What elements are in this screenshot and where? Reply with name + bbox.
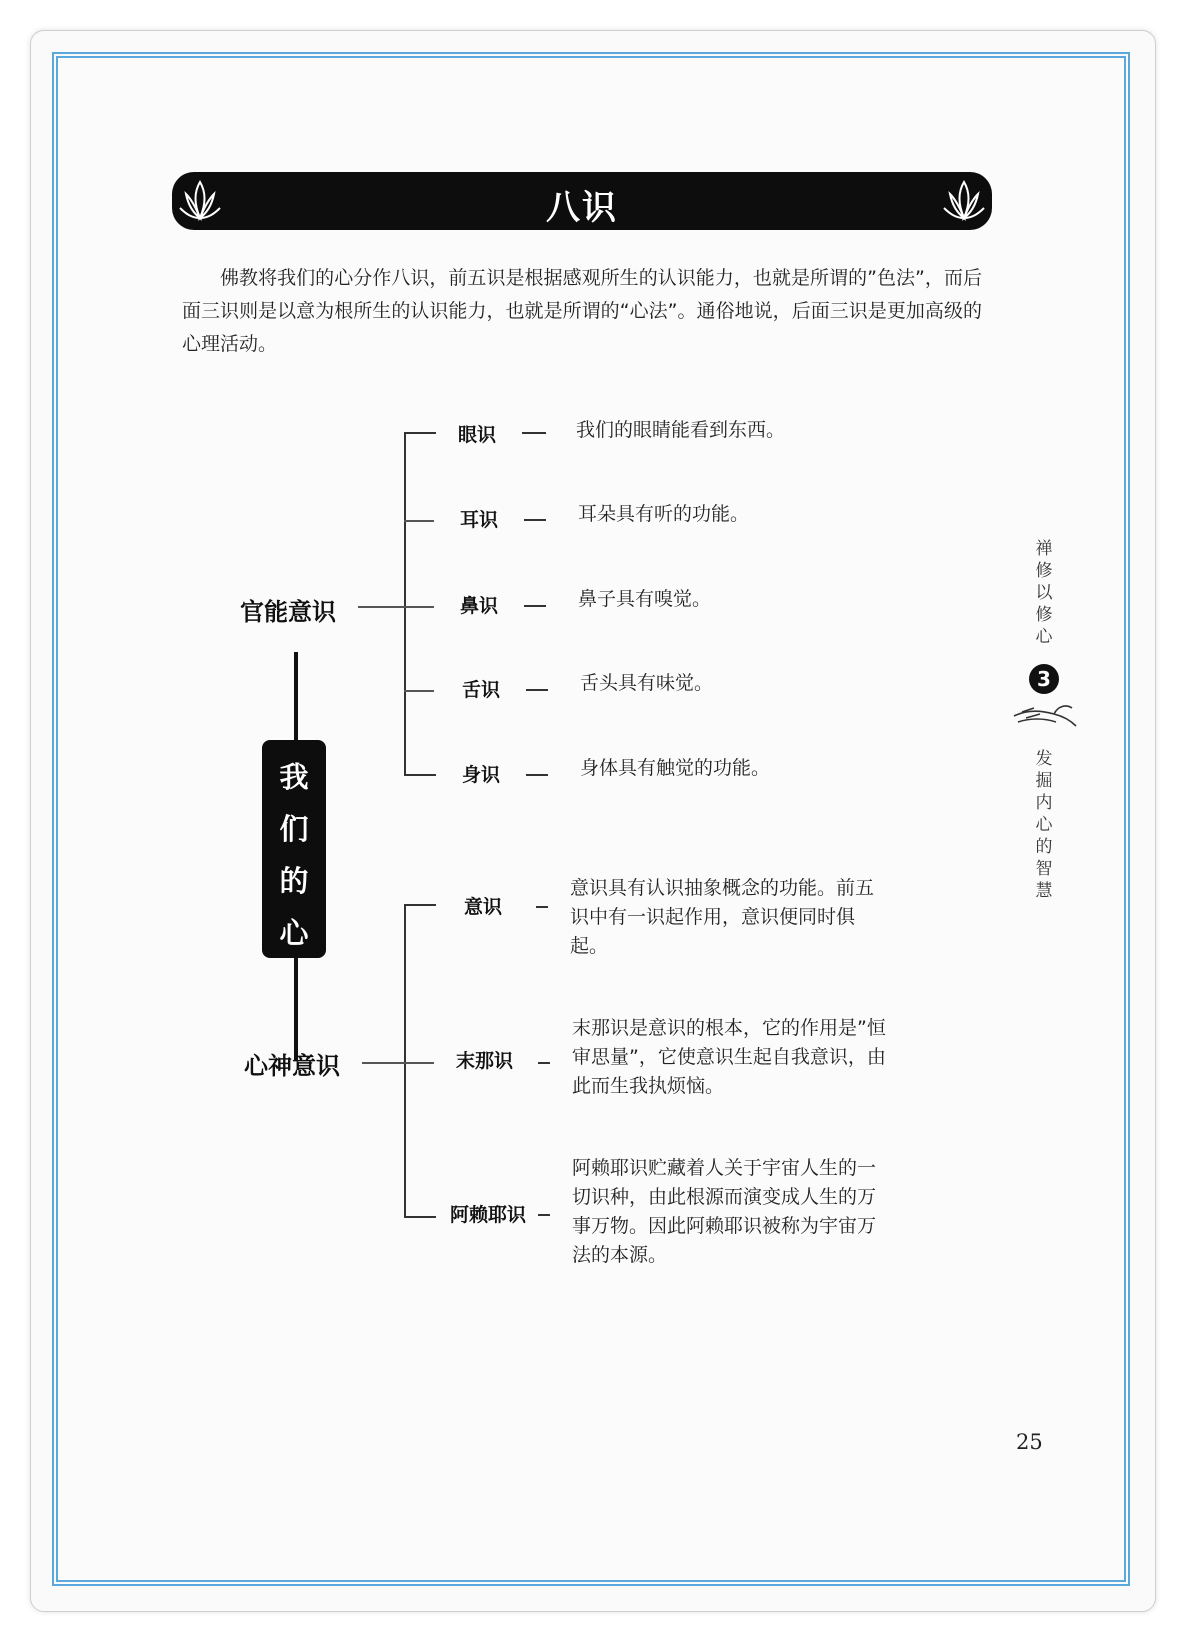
item-description: 身体具有触觉的功能。 [580,757,771,779]
center-char: 我 [279,760,309,794]
item-dash [524,605,546,607]
item-connector [404,690,434,692]
item-label: 鼻识 [460,595,499,617]
item-label: 末那识 [456,1050,514,1072]
item-description: 意识具有认识抽象概念的功能。前五识中有一识起作用，意识便同时俱起。 [570,877,875,957]
item-connector [404,520,434,522]
chapter-title-bottom [1029,748,1059,902]
intro-paragraph: 佛教将我们的心分作八识，前五识是根据感观所生的认识能力，也就是所谓的”色法”，而后面三识则是以意为根所生的认识能力，也就是所谓的“心法”。通俗地说，后面三识是更加高级的心理活动。 [182,267,982,355]
item-description: 鼻子具有嗅觉。 [578,588,712,610]
sidebar-char: 心 [1035,815,1053,835]
item-dash [538,1214,550,1216]
trunk-line-bottom [294,958,298,1060]
item-label: 意识 [464,896,503,918]
item-label: 耳识 [460,509,499,531]
center-char: 心 [279,916,309,950]
trunk-line-top [294,652,298,740]
item-label: 眼识 [458,424,497,446]
item-description: 我们的眼睛能看到东西。 [576,419,786,441]
sidebar-char: 的 [1035,837,1053,857]
sidebar-char: 禅 [1035,539,1053,559]
sidebar-char: 掘 [1035,771,1053,791]
item-description: 末那识是意识的根本，它的作用是”恒审思量”，它使意识生起自我意识，由此而生我执烦恼。 [572,1017,886,1097]
item-dash [526,689,548,691]
hand-icon [1010,696,1082,732]
sidebar-char: 发 [1035,749,1053,769]
sidebar-char: 以 [1035,583,1053,603]
group-label-sense: 官能意识 [240,598,336,626]
sidebar-char: 内 [1035,793,1053,813]
chapter-title-top [1029,538,1059,648]
item-description: 舌头具有味觉。 [580,672,714,694]
group-connector [362,1062,406,1064]
group-bracket [404,432,436,776]
sidebar-char: 心 [1035,627,1053,647]
group-label-mind: 心神意识 [244,1052,340,1080]
item-dash [522,432,546,434]
item-description: 阿赖耶识贮藏着人关于宇宙人生的一切识种，由此根源而演变成人生的万事万物。因此阿赖耶识被称为宇宙万法的本源。 [572,1157,877,1266]
sidebar-char: 慧 [1035,881,1053,901]
item-dash [538,1062,550,1064]
sidebar-char: 修 [1035,561,1053,581]
item-dash [524,519,546,521]
title-banner [172,172,992,230]
sidebar-char: 修 [1035,605,1053,625]
center-char: 的 [279,864,309,898]
item-connector [404,1062,434,1064]
group-connector [358,606,406,608]
item-label: 身识 [462,764,501,786]
sidebar-char: 智 [1035,859,1053,879]
item-label: 阿赖耶识 [450,1204,527,1226]
item-dash [526,774,548,776]
page-title: 八识 [546,188,618,228]
lotus-left-icon [176,174,224,226]
item-dash [536,906,548,908]
item-connector [404,606,434,608]
center-char: 们 [279,812,309,846]
page-number: 25 [1016,1430,1043,1454]
center-node [262,740,326,958]
lotus-right-icon [940,174,988,226]
item-label: 舌识 [462,679,501,701]
item-description: 耳朵具有听的功能。 [578,503,750,525]
chapter-number: 3 [1029,664,1059,694]
group-bracket [404,904,436,1218]
